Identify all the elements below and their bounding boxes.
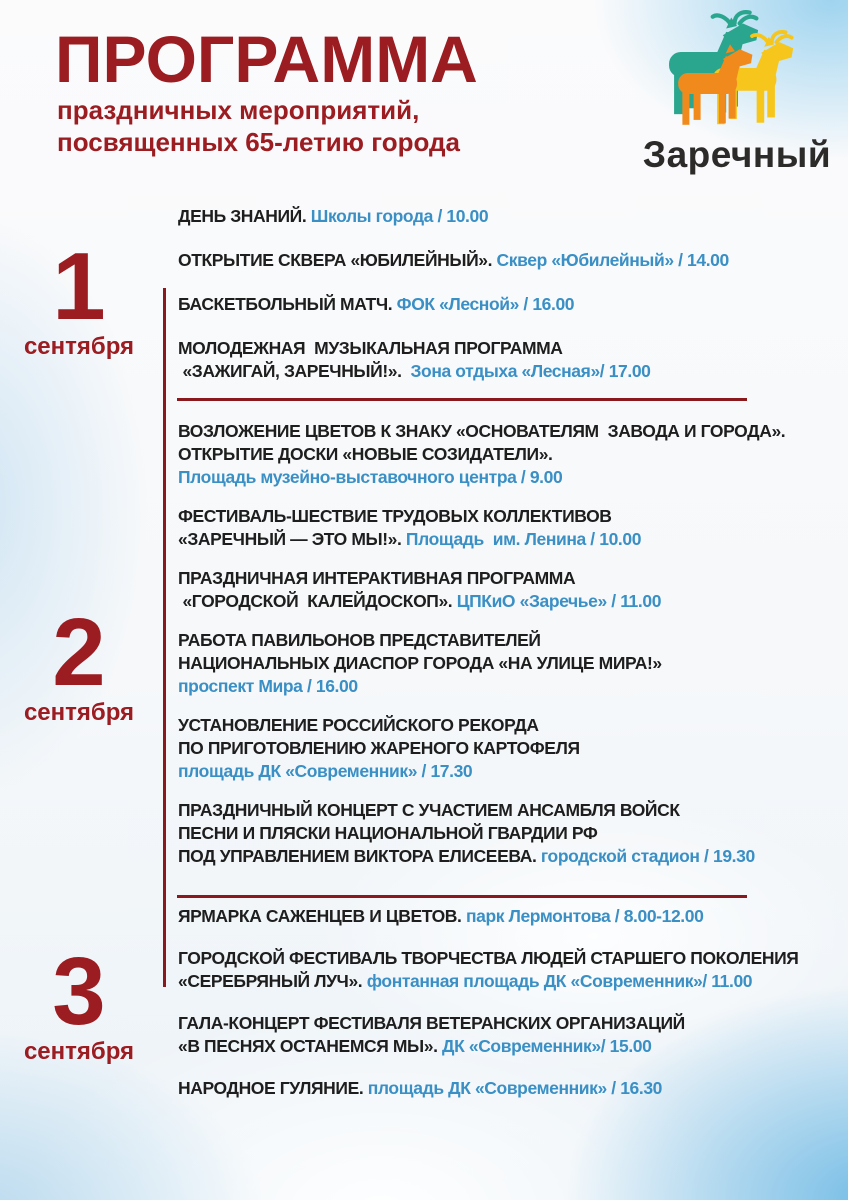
event-line [178, 652, 838, 675]
event-place-time: площадь ДК «Современник» / 17.30 [178, 761, 473, 781]
event-line [178, 590, 838, 613]
events-list [178, 205, 838, 383]
event-item [178, 629, 838, 698]
event-title: ПРАЗДНИЧНАЯ ИНТЕРАКТИВНАЯ ПРОГРАММА [178, 568, 576, 588]
event-title: «ЗАРЕЧНЫЙ — ЭТО МЫ!». [178, 529, 406, 549]
city-name: Заречный [642, 134, 832, 175]
event-title: ГОРОДСКОЙ ФЕСТИВАЛЬ ТВОРЧЕСТВА ЛЮДЕЙ СТАРШЕГО ПОКОЛЕНИЯ [178, 948, 799, 968]
event-line [178, 420, 838, 443]
event-line [178, 799, 838, 822]
event-line [178, 947, 838, 970]
header [55, 22, 478, 157]
event-place-time: Площадь музейно-выставочного центра / 9.00 [178, 467, 563, 487]
event-place-time: городской стадион / 19.30 [540, 846, 755, 866]
date-block [0, 205, 178, 383]
event-item [178, 337, 838, 383]
event-line [178, 443, 838, 466]
event-line [178, 714, 838, 737]
event-title: ДЕНЬ ЗНАНИЙ. [178, 206, 311, 226]
day-section [0, 205, 838, 383]
event-item [178, 1077, 838, 1100]
month-label: сентября [23, 698, 135, 726]
event-title: «ЗАЖИГАЙ, ЗАРЕЧНЫЙ!». [178, 361, 407, 381]
event-place-time: фонтанная площадь ДК «Современник»/ 11.00 [366, 971, 753, 991]
event-line [178, 466, 838, 489]
event-title: БАСКЕТБОЛЬНЫЙ МАТЧ. [178, 294, 397, 314]
event-line [178, 1035, 838, 1058]
event-item [178, 249, 838, 272]
poster-subtitle-line1: праздничных мероприятий, [57, 95, 420, 126]
day-number: 3 [52, 938, 106, 1045]
event-line [178, 845, 838, 868]
event-item [178, 205, 838, 228]
event-item [178, 505, 838, 551]
event-line [178, 629, 838, 652]
three-moose-icon [652, 10, 822, 132]
event-place-time: ФОК «Лесной» / 16.00 [396, 294, 575, 314]
event-line [178, 1077, 838, 1100]
event-title: НАЦИОНАЛЬНЫХ ДИАСПОР ГОРОДА «НА УЛИЦЕ МИРА!» [178, 653, 662, 673]
month-label: сентября [23, 1037, 135, 1065]
event-title: ПОД УПРАВЛЕНИЕМ ВИКТОРА ЕЛИСЕЕВА. [178, 846, 541, 866]
poster-subtitle-line2: посвященных 65-летию города [57, 126, 460, 157]
event-title: ЯРМАРКА САЖЕНЦЕВ И ЦВЕТОВ. [178, 906, 466, 926]
event-title: ПЕСНИ И ПЛЯСКИ НАЦИОНАЛЬНОЙ ГВАРДИИ РФ [178, 823, 598, 843]
events-list [178, 905, 838, 1100]
event-place-time: парк Лермонтова / 8.00-12.00 [465, 906, 704, 926]
date-block [0, 420, 178, 868]
event-line [178, 505, 838, 528]
event-title: ПРАЗДНИЧНЫЙ КОНЦЕРТ С УЧАСТИЕМ АНСАМБЛЯ ВОЙСК [178, 800, 680, 820]
event-item [178, 799, 838, 868]
event-line [178, 760, 838, 783]
section-separator-2 [177, 895, 747, 898]
event-line [178, 822, 838, 845]
event-place-time: Зона отдыха «Лесная»/ 17.00 [406, 361, 651, 381]
event-title: ФЕСТИВАЛЬ-ШЕСТВИЕ ТРУДОВЫХ КОЛЛЕКТИВОВ [178, 506, 612, 526]
section-separator-1 [177, 398, 747, 401]
events-list [178, 420, 838, 868]
event-item [178, 293, 838, 316]
event-item [178, 567, 838, 613]
event-title: «ГОРОДСКОЙ КАЛЕЙДОСКОП». [178, 591, 457, 611]
event-line [178, 337, 838, 360]
event-item [178, 420, 838, 489]
event-item [178, 1012, 838, 1058]
event-title: МОЛОДЕЖНАЯ МУЗЫКАЛЬНАЯ ПРОГРАММА [178, 338, 563, 358]
event-title: ГАЛА-КОНЦЕРТ ФЕСТИВАЛЯ ВЕТЕРАНСКИХ ОРГАНИЗАЦИЙ [178, 1013, 685, 1033]
date-block [0, 905, 178, 1100]
event-line [178, 567, 838, 590]
event-place-time: площадь ДК «Современник» / 16.30 [367, 1078, 663, 1098]
event-line [178, 528, 838, 551]
event-title: УСТАНОВЛЕНИЕ РОССИЙСКОГО РЕКОРДА [178, 715, 539, 735]
day-number: 2 [52, 599, 106, 706]
event-line [178, 205, 838, 228]
event-place-time: Сквер «Юбилейный» / 14.00 [496, 250, 729, 270]
event-line [178, 1012, 838, 1035]
day-section [0, 420, 838, 868]
poster-title: ПРОГРАММА [55, 22, 478, 96]
event-line [178, 905, 838, 928]
event-title: ПО ПРИГОТОВЛЕНИЮ ЖАРЕНОГО КАРТОФЕЛЯ [178, 738, 580, 758]
event-place-time: ЦПКиО «Заречье» / 11.00 [456, 591, 662, 611]
day-number: 1 [52, 233, 106, 340]
event-line [178, 293, 838, 316]
event-place-time: проспект Мира / 16.00 [178, 676, 358, 696]
event-title: ОТКРЫТИЕ СКВЕРА «ЮБИЛЕЙНЫЙ». [178, 250, 497, 270]
event-item [178, 947, 838, 993]
event-line [178, 249, 838, 272]
city-logo [642, 10, 832, 176]
event-title: ОТКРЫТИЕ ДОСКИ «НОВЫЕ СОЗИДАТЕЛИ». [178, 444, 553, 464]
month-label: сентября [23, 332, 135, 360]
event-line [178, 360, 838, 383]
event-item [178, 714, 838, 783]
event-title: РАБОТА ПАВИЛЬОНОВ ПРЕДСТАВИТЕЛЕЙ [178, 630, 541, 650]
day-section [0, 905, 838, 1100]
event-line [178, 675, 838, 698]
event-title: «В ПЕСНЯХ ОСТАНЕМСЯ МЫ». [178, 1036, 443, 1056]
event-place-time: ДК «Современник»/ 15.00 [442, 1036, 652, 1056]
event-line [178, 970, 838, 993]
event-item [178, 905, 838, 928]
event-place-time: Площадь им. Ленина / 10.00 [405, 529, 642, 549]
event-title: НАРОДНОЕ ГУЛЯНИЕ. [178, 1078, 368, 1098]
event-line [178, 737, 838, 760]
event-title: ВОЗЛОЖЕНИЕ ЦВЕТОВ К ЗНАКУ «ОСНОВАТЕЛЯМ ЗАВОДА И ГОРОДА». [178, 421, 786, 441]
event-place-time: Школы города / 10.00 [310, 206, 489, 226]
event-title: «СЕРЕБРЯНЫЙ ЛУЧ». [178, 971, 367, 991]
